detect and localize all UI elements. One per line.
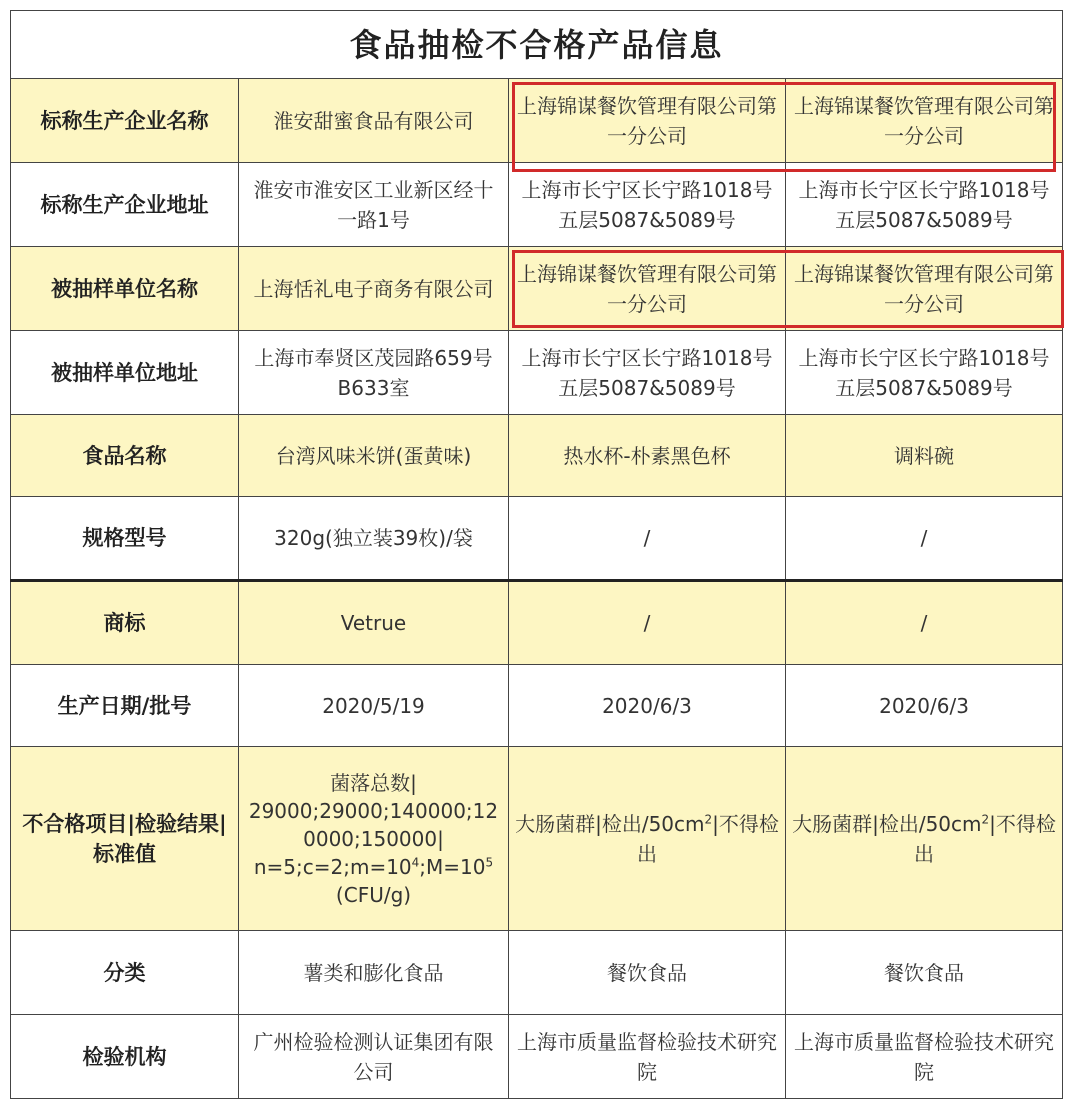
company-cell-3: 上海锦谋餐饮管理有限公司第一分公司 bbox=[786, 79, 1063, 163]
sampled-addr-cell-1: 上海市奉贤区茂园路659号B633室 bbox=[239, 331, 509, 415]
company-cell-2: 上海锦谋餐饮管理有限公司第一分公司 bbox=[509, 79, 786, 163]
row-label-spec: 规格型号 bbox=[11, 497, 239, 581]
date-cell-3: 2020/6/3 bbox=[786, 665, 1063, 747]
brand-cell-2: / bbox=[509, 581, 786, 665]
food-cell-3: 调料碗 bbox=[786, 415, 1063, 497]
sampled-addr-cell-2: 上海市长宁区长宁路1018号五层5087&5089号 bbox=[509, 331, 786, 415]
food-cell-1: 台湾风味米饼(蛋黄味) bbox=[239, 415, 509, 497]
fail-cell-1-line4: (CFU/g) bbox=[335, 882, 412, 907]
date-cell-1: 2020/5/19 bbox=[239, 665, 509, 747]
sampled-name-cell-2: 上海锦谋餐饮管理有限公司第一分公司 bbox=[509, 247, 786, 331]
brand-cell-1: Vetrue bbox=[239, 581, 509, 665]
row-label-brand: 商标 bbox=[11, 581, 239, 665]
fail-cell-1-line1: 菌落总数| bbox=[330, 770, 417, 795]
row-label-sampled-addr: 被抽样单位地址 bbox=[11, 331, 239, 415]
unqualified-products-table bbox=[10, 10, 1063, 1099]
address-cell-2: 上海市长宁区长宁路1018号五层5087&5089号 bbox=[509, 163, 786, 247]
address-cell-3: 上海市长宁区长宁路1018号五层5087&5089号 bbox=[786, 163, 1063, 247]
agency-cell-3: 上海市质量监督检验技术研究院 bbox=[786, 1015, 1063, 1099]
food-cell-2: 热水杯-朴素黑色杯 bbox=[509, 415, 786, 497]
date-cell-2: 2020/6/3 bbox=[509, 665, 786, 747]
agency-cell-2: 上海市质量监督检验技术研究院 bbox=[509, 1015, 786, 1099]
row-label-address: 标称生产企业地址 bbox=[11, 163, 239, 247]
category-cell-1: 薯类和膨化食品 bbox=[239, 931, 509, 1015]
spec-cell-3: / bbox=[786, 497, 1063, 581]
highlight-box-company bbox=[512, 82, 1056, 172]
row-label-category: 分类 bbox=[11, 931, 239, 1015]
sampled-addr-cell-3: 上海市长宁区长宁路1018号五层5087&5089号 bbox=[786, 331, 1063, 415]
highlight-box-sampled-name bbox=[512, 250, 1064, 328]
spec-cell-1: 320g(独立装39枚)/袋 bbox=[239, 497, 509, 581]
brand-cell-3: / bbox=[786, 581, 1063, 665]
address-cell-1: 淮安市淮安区工业新区经十一路1号 bbox=[239, 163, 509, 247]
category-cell-3: 餐饮食品 bbox=[786, 931, 1063, 1015]
fail-cell-1-line2: 29000;29000;140000;120000;150000| bbox=[248, 798, 499, 851]
row-label-fail: 不合格项目|检验结果|标准值 bbox=[11, 747, 239, 931]
row-label-agency: 检验机构 bbox=[11, 1015, 239, 1099]
fail-cell-1 bbox=[239, 747, 509, 931]
sampled-name-cell-1: 上海恬礼电子商务有限公司 bbox=[239, 247, 509, 331]
row-label-company: 标称生产企业名称 bbox=[11, 79, 239, 163]
category-cell-2: 餐饮食品 bbox=[509, 931, 786, 1015]
row-label-date: 生产日期/批号 bbox=[11, 665, 239, 747]
row-label-sampled-name: 被抽样单位名称 bbox=[11, 247, 239, 331]
spec-cell-2: / bbox=[509, 497, 786, 581]
fail-cell-1-line3: $n=5;c=2;m=10^4;M=10^5$ bbox=[253, 854, 494, 879]
fail-cell-3: 大肠菌群|检出$/50cm^2|$不得检出 bbox=[786, 747, 1063, 931]
table-title: 食品抽检不合格产品信息 bbox=[11, 11, 1063, 79]
row-label-food: 食品名称 bbox=[11, 415, 239, 497]
fail-cell-2: 大肠菌群|检出$/50cm^2|$不得检出 bbox=[509, 747, 786, 931]
sampled-name-cell-3: 上海锦谋餐饮管理有限公司第一分公司 bbox=[786, 247, 1063, 331]
agency-cell-1: 广州检验检测认证集团有限公司 bbox=[239, 1015, 509, 1099]
company-cell-1: 淮安甜蜜食品有限公司 bbox=[239, 79, 509, 163]
